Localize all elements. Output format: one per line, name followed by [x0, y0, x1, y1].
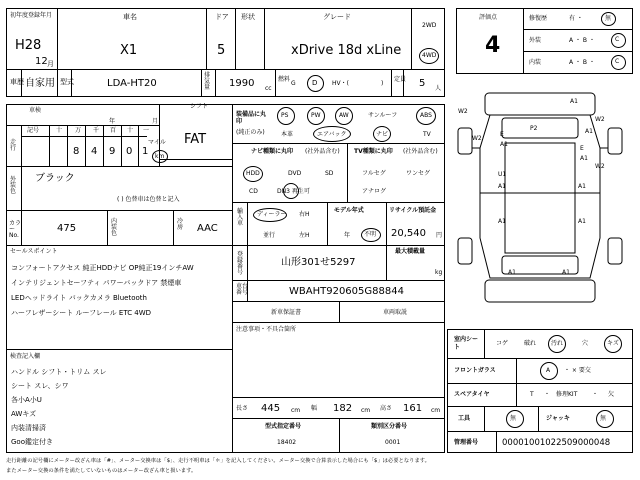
tv-one: ワンセグ	[406, 170, 431, 177]
mileage-place-3: 千	[93, 127, 100, 134]
mileage-digit-3: 0	[126, 146, 133, 157]
mileage-digit-4: 1	[142, 146, 149, 157]
mark-1: A1	[570, 98, 578, 105]
car-name-box	[57, 8, 207, 70]
mark-10: W2	[595, 163, 605, 170]
recycle-unit: 円	[436, 232, 443, 239]
ext-opts: A ・ B ・	[569, 37, 595, 44]
new-car-warranty: 新車保証書	[271, 309, 302, 316]
spare-opt-0: T	[530, 391, 534, 398]
keys-label: カラーNo.	[9, 220, 22, 239]
jack-label: ジャッキ	[546, 415, 570, 422]
equip-aw: AW	[339, 112, 349, 119]
vin-value: WBAHT920605G88844	[289, 286, 404, 297]
repair-label: 修復歴	[529, 15, 548, 22]
car-name-label: 車名	[123, 13, 137, 21]
navi-box	[232, 143, 348, 203]
tv-analog: アナログ	[362, 188, 387, 195]
mark-15: A1	[578, 218, 586, 225]
jack-value: 無	[600, 415, 607, 422]
mark-4: W2	[595, 116, 605, 123]
first-reg-box	[6, 8, 58, 70]
seat-opt-1: 破れ	[524, 340, 537, 347]
tv-box	[347, 143, 445, 203]
tools-box	[447, 406, 633, 432]
mark-5: W2	[472, 135, 482, 142]
mark-11: U1	[498, 171, 507, 178]
trim-label: 冷房	[177, 218, 184, 231]
first-reg-month: 12	[35, 56, 48, 67]
class-value: 0001	[385, 439, 401, 446]
model-year-label: モデル年式	[334, 207, 364, 214]
int-label: 内装	[529, 59, 542, 66]
seat-opt-0: コゲ	[496, 340, 509, 347]
equipment-box	[232, 104, 445, 144]
grade-label: グレード	[323, 13, 351, 21]
repair-value: 無	[605, 15, 612, 22]
score: 4	[485, 33, 501, 58]
equipment-title: 装備品に丸印	[236, 111, 267, 126]
glass-value: A	[546, 367, 551, 374]
first-reg-year: H28	[15, 38, 42, 53]
inspection-box	[6, 104, 160, 126]
sales-line-2: LEDヘッドライト バックカメラ Bluetooth	[11, 294, 147, 302]
mileage-place-0: 記号	[27, 127, 40, 134]
first-reg-label: 初年度登録年月	[10, 12, 53, 19]
max-load-unit: kg	[435, 269, 443, 276]
capacity: 5	[419, 78, 426, 89]
equip-navi: ナビ	[376, 131, 389, 138]
width-unit: cm	[361, 407, 371, 414]
shift-value: FAT	[184, 132, 207, 147]
fuel-close: )	[381, 80, 384, 87]
equip-tv: TV	[423, 131, 431, 138]
equip-abs: ABS	[420, 112, 432, 119]
car-name: X1	[120, 43, 138, 58]
height: 161	[403, 403, 423, 414]
length-unit: cm	[291, 407, 301, 414]
door-label: ドア	[215, 13, 229, 21]
inspector-line-2: 各小A小U	[11, 396, 42, 404]
drive-label: 2WD	[422, 22, 437, 29]
recycle-value: 20,540	[391, 228, 426, 239]
sales-line-3: ハーフレザーシート ルーフレール ETC 4WD	[11, 309, 152, 317]
navi-hdd: HDD	[246, 170, 260, 177]
seat-opt-2: 汚れ	[551, 340, 564, 347]
max-load-box	[386, 245, 445, 281]
equipment-subtitle: (純正のみ)	[236, 129, 265, 136]
spare-box	[447, 383, 633, 407]
model-year-box	[327, 202, 387, 246]
sales-line-0: コンフォートアクセス 純正HDDナビ OP純正19インチAW	[11, 264, 194, 272]
import-right: 右H	[299, 211, 310, 218]
usage-row	[6, 69, 445, 97]
fuel-d: D	[312, 79, 318, 87]
length: 445	[261, 403, 281, 414]
shift-box	[159, 104, 233, 160]
seat-box	[447, 329, 633, 359]
class-label: 類別区分番号	[371, 423, 408, 430]
record-box	[232, 301, 445, 323]
tv-full: フルセグ	[362, 170, 386, 177]
plate-value: 山形301せ5297	[281, 257, 356, 268]
mileage-digit-1: 4	[91, 146, 98, 157]
import-parallel: 並行	[263, 232, 276, 239]
width: 182	[333, 403, 353, 414]
mark-2: P2	[530, 125, 538, 132]
fuel-hv: HV・(	[332, 80, 349, 87]
import-label: 輸入車	[237, 208, 244, 227]
tv-title: TV種類に丸印	[354, 148, 393, 155]
footer-line1: 走行距離の記号欄にメーター改ざん車は「#」、メーター交換車は「$」、走行不明車は「＊」を記入してください。メーター交換で合算表示した場合にも「$」は必要となります。	[6, 458, 430, 464]
equip-ps: PS	[281, 112, 289, 119]
mark-16: A1	[508, 269, 516, 276]
seat-label: 室内シート	[454, 336, 479, 351]
navi-sd: SD	[325, 170, 334, 177]
mark-14: A1	[498, 218, 506, 225]
navi-title: ナビ種類に丸印	[251, 148, 294, 155]
max-load-label: 最大積載量	[395, 248, 426, 255]
capacity-label: 定員	[394, 76, 407, 83]
repair-opts: 有 ・	[569, 15, 583, 22]
inspection-year: 年	[109, 118, 116, 125]
manual: 車両取説	[383, 309, 408, 316]
spare-opt-1: ・	[544, 391, 551, 398]
mark-13: A1	[578, 183, 586, 190]
height-label: 高さ	[380, 405, 393, 412]
inspector-line-5: Goo鑑定付き	[11, 438, 53, 446]
mark-6: E	[500, 131, 504, 138]
height-unit: cm	[431, 407, 441, 414]
mileage-box	[6, 125, 166, 167]
import-box	[232, 202, 328, 246]
tools-value: 無	[510, 415, 517, 422]
navi-dn3: DN3 再生可	[277, 188, 310, 195]
interior-label: 内装色	[111, 218, 118, 237]
sales-line-1: インテリジェントセーフティ パワーバックドア 禁煙車	[11, 279, 182, 287]
inspection-month: 月	[152, 118, 159, 125]
vin-label: 車台番号	[236, 283, 249, 296]
drive-value: 4WD	[422, 52, 437, 59]
manage-box	[447, 431, 633, 453]
glass-opts: ・ × 要交	[564, 367, 591, 374]
mark-7: A1	[500, 141, 508, 148]
mileage-place-6: 一	[143, 127, 150, 134]
equip-leather: 本革	[281, 131, 294, 138]
model-year-unknown: 不明	[364, 231, 377, 238]
mark-12: A1	[498, 183, 506, 190]
mileage-digit-2: 9	[109, 146, 116, 157]
shift-label: シフト	[190, 103, 209, 110]
usage-label: 車歴	[10, 78, 24, 86]
score-label: 評価点	[479, 14, 498, 21]
mark-3: A1	[585, 128, 593, 135]
fuel-label: 燃料	[278, 76, 291, 83]
shape-label: 形状	[241, 13, 255, 21]
keys-value: 475	[57, 223, 77, 234]
vin-box	[232, 280, 445, 302]
navi-cd: CD	[249, 188, 258, 195]
trim: AAC	[197, 223, 218, 234]
tools-label: 工具	[458, 415, 471, 422]
mileage-mile: マイル	[148, 139, 166, 146]
glass-box	[447, 358, 633, 384]
tv-note: (社外品含む)	[403, 148, 438, 155]
exterior-note: ( ) 色替車は色替と記入	[117, 196, 180, 203]
displacement: 1990	[229, 78, 255, 89]
mileage-km: km	[155, 153, 165, 160]
mileage-label: 走行	[10, 139, 17, 152]
inspector-box	[6, 349, 233, 453]
designation-label: 型式指定番号	[265, 423, 302, 430]
mileage-place-4: 百	[110, 127, 117, 134]
mileage-place-1: 十	[56, 127, 63, 134]
sales-box	[6, 245, 233, 350]
notes-box	[232, 322, 445, 398]
spare-opt-2: 修理KIT	[556, 391, 578, 398]
import-left: 左H	[299, 232, 310, 239]
footer-line2: またメーター交換の条件を満たしていないものはメーター改ざん車と扱います。	[6, 468, 197, 474]
recycle-box	[386, 202, 445, 246]
inspector-label: 検査記入欄	[10, 353, 41, 360]
mark-8: E	[580, 145, 584, 152]
seat-opt-4: キズ	[607, 340, 619, 347]
mark-9: A1	[580, 155, 588, 162]
grade-score-box	[456, 8, 633, 74]
designation-value: 18402	[277, 439, 297, 446]
length-label: 長さ	[236, 405, 249, 412]
width-label: 幅	[311, 405, 318, 412]
model-label: 型式	[60, 78, 74, 86]
keys-box	[6, 210, 233, 246]
mark-0: W2	[458, 108, 468, 115]
plate-box	[232, 245, 387, 281]
manage-value: 00001001022509000048	[502, 438, 611, 448]
mileage-digit-0: 8	[73, 146, 80, 157]
mileage-place-2: 万	[75, 127, 82, 134]
navi-dvd: DVD	[288, 170, 302, 177]
cc-unit: cc	[265, 85, 272, 92]
int-opts: A ・ B ・	[569, 59, 595, 66]
door-box	[206, 8, 236, 70]
fuel-g: G	[291, 80, 296, 87]
exterior-box	[6, 166, 233, 211]
inspector-line-4: 内装清掃済	[11, 424, 46, 432]
seat-opt-3: 穴	[582, 340, 589, 347]
grade-box	[264, 8, 412, 70]
shape-box	[235, 8, 265, 70]
manage-label: 管理番号	[454, 439, 479, 446]
ext-label: 外装	[529, 37, 542, 44]
navi-note: (社外品含む)	[305, 148, 340, 155]
spare-label: スペアタイヤ	[454, 391, 490, 398]
int-value: C	[615, 58, 620, 65]
notes-label: 注意事項・不具合箇所	[236, 326, 297, 333]
equip-sunroof: サンルーフ	[368, 112, 398, 119]
inspector-line-0: ハンドル シフト・トリム スレ	[11, 368, 107, 376]
person-unit: 人	[435, 85, 442, 92]
mileage-place-5: 十	[127, 127, 134, 134]
equip-airbag: エアバック	[317, 131, 347, 138]
inspection-label: 車検	[29, 107, 42, 114]
grade: xDrive 18d xLine	[291, 43, 402, 58]
exterior-label: 外装色	[10, 176, 17, 195]
inspector-line-1: シート スレ、シワ	[11, 382, 69, 390]
plate-label: 登録番号	[237, 251, 244, 276]
recycle-label: リサイクル預託金	[389, 207, 437, 214]
equip-pw: PW	[311, 112, 321, 119]
drive-box	[411, 8, 445, 70]
model-year-year: 年	[344, 232, 351, 239]
dimensions-box	[232, 397, 445, 419]
glass-label: フロントガラス	[454, 367, 496, 374]
sales-label: セールスポイント	[10, 248, 58, 255]
usage: 自家用	[25, 78, 55, 89]
car-diagram	[450, 88, 630, 328]
designation-box	[232, 418, 445, 453]
import-dealer: ディーラー	[257, 211, 287, 218]
inspector-line-3: AWキズ	[11, 410, 37, 418]
ext-value: C	[615, 36, 620, 43]
displacement-label: 排気量	[204, 72, 211, 91]
month-unit: 月	[47, 60, 54, 68]
doors: 5	[217, 43, 226, 58]
mark-17: A1	[562, 269, 570, 276]
spare-opt-3: ・	[592, 391, 599, 398]
spare-opt-4: 欠	[608, 391, 615, 398]
model: LDA-HT20	[107, 78, 157, 89]
exterior-value: ブラック	[35, 173, 75, 184]
